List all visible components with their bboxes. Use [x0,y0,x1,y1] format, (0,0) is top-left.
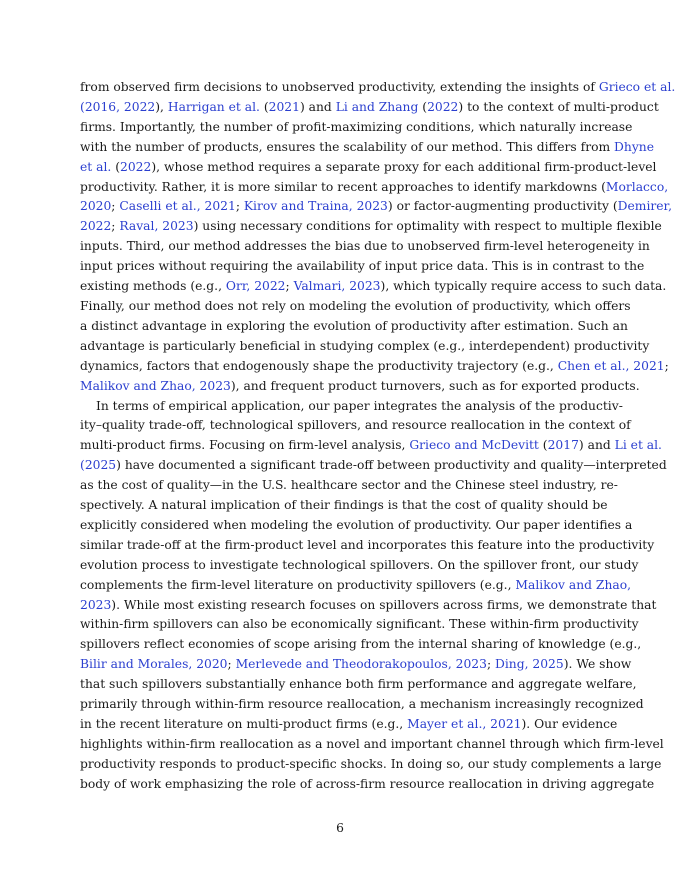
citation-link[interactable]: Li et al. [614,438,662,453]
text-span: productivity. Rather, it is more similar to recent approaches to identify markdowns ( [80,179,606,194]
text-line [80,536,655,556]
text-line [80,98,659,118]
text-line [80,237,650,257]
text-span: evolution process to investigate technological spillovers. On the spillover front, our study [80,557,639,572]
text-line [80,735,664,755]
text-line [80,158,657,178]
text-span: ; [486,657,495,672]
text-line [80,257,645,277]
citation-link[interactable]: Valmari, 2023 [293,279,381,294]
text-line [80,476,618,496]
text-span: within-firm spillovers can also be economically significant. These within-firm productivity [80,617,639,632]
text-line [80,695,644,715]
citation-link[interactable]: Bilir and Morales, 2020 [80,657,228,672]
text-line [80,217,662,237]
text-span: that such spillovers substantially enhance both firm performance and aggregate welfare, [80,677,637,692]
text-span: ; [227,657,236,672]
citation-link[interactable]: Caselli et al., 2021 [119,199,236,214]
text-line [80,118,633,138]
text-line [80,377,640,397]
text-span: explicitly considered when modeling the evolution of productivity. Our paper identifies a [80,517,633,532]
text-span: ( [538,438,548,453]
text-span: in the recent literature on multi-product firms (e.g., [80,717,408,731]
text-line [80,596,657,616]
text-line [80,277,667,297]
text-span: similar trade-off at the firm-product level and incorporates this feature into the productivity [80,537,655,552]
page-number: 6 [336,821,344,835]
citation-link[interactable]: Morlacco, [605,179,669,194]
text-line [80,456,667,476]
citation-link[interactable]: 2020 [80,199,112,214]
text-line [80,775,655,795]
text-line [80,357,669,377]
citation-link[interactable]: Grieco et al. [598,80,676,94]
text-span: existing methods (e.g., [80,279,226,294]
text-span: complements the firm-level literature on productivity spillovers (e.g., [80,577,516,592]
text-span: multi-product firms. Focusing on firm-level analysis, [80,438,410,453]
citation-link[interactable]: Demirer, [617,199,672,214]
text-span: ( [111,159,121,174]
citation-link[interactable]: 2021 [268,99,300,114]
text-line [80,317,628,337]
text-span: advantage is particularly beneficial in studying complex (e.g., interdependent) productivity [80,338,650,353]
text-span: inputs. Third, our method addresses the bias due to unobserved firm-level heterogeneity in [80,239,650,254]
text-span: ; [664,358,669,373]
text-line [80,635,642,655]
text-span: with the number of products, ensures the scalability of our method. This differs from [80,139,615,154]
text-span: a distinct advantage in exploring the evolution of productivity after estimation. Such an [80,318,628,333]
text-line [80,178,669,198]
text-span: ; [111,199,120,214]
text-span: ), whose method requires a separate proxy for each additional firm-product-level [151,159,657,174]
text-line [80,78,676,98]
text-span: from observed firm decisions to unobserved productivity, extending the insights of [80,80,599,94]
text-span: Finally, our method does not rely on modeling the evolution of productivity, which offers [80,298,631,313]
text-line [80,755,662,775]
citation-link[interactable]: 2023 [80,597,112,612]
paragraph [80,397,667,795]
citation-link[interactable]: 2022 [120,159,152,174]
citation-link[interactable]: Ding, 2025 [495,657,564,672]
text-span: ). We show [563,657,632,672]
citation-link[interactable]: Malikov and Zhao, [515,577,632,592]
text-span: ) using necessary conditions for optimality with respect to multiple flexible [193,219,662,234]
text-span: ), which typically require access to such data. [380,279,667,294]
citation-link[interactable]: 2016, 2022 [84,99,156,114]
text-span: ), [155,99,168,114]
text-span: ). While most existing research focuses on spillovers across firms, we demonstrate that [111,597,657,612]
text-line [80,615,639,635]
citation-link[interactable]: Malikov and Zhao, 2023 [80,378,231,393]
citation-link[interactable]: Raval, 2023 [119,219,194,234]
text-span: primarily through within-firm resource reallocation, a mechanism increasingly recognized [80,697,644,712]
citation-link[interactable]: Dhyne [614,139,654,154]
text-line [80,576,632,596]
citation-link[interactable]: Harrigan et al. [167,99,260,114]
text-span: ( [259,99,269,114]
text-span: ; [235,199,244,214]
text-span: ity–quality trade-off, technological spillovers, and resource reallocation in the context of [80,418,631,433]
text-span: spillovers reflect economies of scope arising from the internal sharing of knowledge (e.g., [80,637,642,652]
text-line [80,337,650,357]
citation-link[interactable]: Grieco and McDevitt [409,438,539,453]
citation-link[interactable]: Chen et al., 2021 [557,358,665,373]
citation-link[interactable]: et al. [80,159,112,174]
text-span: as the cost of quality—in the U.S. healthcare sector and the Chinese steel industry, re- [80,478,618,493]
text-line [80,397,623,417]
body-text [80,78,676,795]
text-span: ; [285,279,294,294]
text-span: ; [111,219,120,234]
text-span: input prices without requiring the availability of input price data. This is in contrast to the [80,259,645,274]
text-span: body of work emphasizing the role of across-firm resource reallocation in driving aggregate [80,776,655,791]
citation-link[interactable]: Kirov and Traina, 2023 [243,199,388,214]
text-line [80,297,631,317]
text-span: ) to the context of multi-product [458,99,659,114]
citation-link[interactable]: Orr, 2022 [225,279,286,294]
text-line [80,416,631,436]
text-span: ) or factor-augmenting productivity ( [387,199,618,214]
citation-link[interactable]: ( [80,458,85,473]
text-span: productivity responds to product-specific shocks. In doing so, our study complements a large [80,756,662,771]
citation-link[interactable]: 2025 [84,458,117,473]
text-span: spectively. A natural implication of their findings is that the cost of quality should be [80,498,608,513]
text-line [80,516,633,536]
citation-link[interactable]: Merlevede and Theodorakopoulos, 2023 [235,657,487,672]
text-span: In terms of empirical application, our paper integrates the analysis of the productiv- [96,398,623,413]
text-span: ), and frequent product turnovers, such as for exported products. [230,378,640,393]
text-span: highlights within-firm reallocation as a novel and important channel through which firm-level [80,736,664,751]
text-line [80,715,618,735]
text-span: ( [418,99,428,114]
text-line [80,655,632,675]
text-span: ). Our evidence [521,717,618,731]
paragraph [80,78,676,397]
text-line [80,197,672,217]
text-line [80,496,608,516]
text-line [80,675,637,695]
text-span: dynamics, factors that endogenously shape the productivity trajectory (e.g., [80,358,558,373]
citation-link[interactable]: 2022 [427,99,459,114]
text-span: ) and [578,438,615,453]
citation-link[interactable]: ( [80,99,85,114]
citation-link[interactable]: 2022 [80,219,112,234]
text-line [80,138,654,158]
citation-link[interactable]: Mayer et al., 2021 [407,717,522,731]
text-span: firms. Importantly, the number of profit-maximizing conditions, which naturally increase [80,119,633,134]
citation-link[interactable]: 2017 [547,438,579,453]
citation-link[interactable]: Li and Zhang [335,99,419,114]
text-span: ) and [299,99,336,114]
text-line [80,556,639,576]
text-line [80,436,662,456]
text-span: ) have documented a significant trade-off between productivity and quality—interpreted [116,458,667,473]
